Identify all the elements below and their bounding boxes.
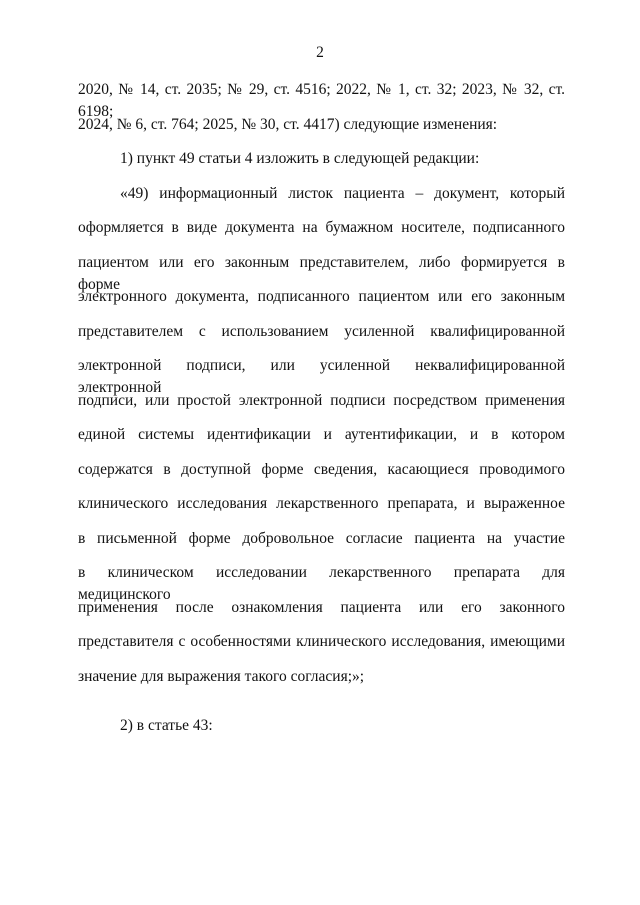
- text-line: представителем с использованием усиленной квалифицированной: [78, 322, 565, 340]
- text-line: содержатся в доступной форме сведения, касающиеся проводимого: [78, 460, 565, 478]
- text-line: 2020, № 14, ст. 2035; № 29, ст. 4516; 2022, № 1, ст. 32; 2023, № 32, ст. 6198;: [78, 81, 565, 120]
- text-line: оформляется в виде документа на бумажном носителе, подписанного: [78, 219, 565, 236]
- text-line: электронного документа, подписанного пациентом или его законным: [78, 288, 565, 305]
- text-line: 2) в статье 43:: [120, 717, 213, 734]
- text-line: подписи, или простой электронной подписи посредством применения: [78, 391, 565, 409]
- text-line: значение для выражения такого согласия;»;: [78, 667, 365, 685]
- page-number: 2: [316, 44, 324, 61]
- text-line: электронной подписи, или усиленной неквалифицированной электронной: [78, 357, 565, 396]
- text-line: применения после ознакомления пациента или его законного: [78, 598, 565, 616]
- text-line: единой системы идентификации и аутентификации, и в котором: [78, 426, 565, 443]
- document-body-tail: [78, 715, 565, 750]
- text-line: 2024, № 6, ст. 764; 2025, № 30, ст. 4417) следующие изменения:: [78, 115, 498, 133]
- text-line: в клиническом исследовании лекарственного препарата для медицинского: [78, 564, 565, 603]
- text-line: 1) пункт 49 статьи 4 изложить в следующей редакции:: [120, 150, 480, 167]
- text-line: «49) информационный листок пациента – документ, который: [120, 184, 565, 202]
- text-line: пациентом или его законным представителем, либо формируется в форме: [78, 253, 565, 293]
- text-line: представителя с особенностями клинического исследования, имеющими: [78, 633, 565, 650]
- text-line: клинического исследования лекарственного препарата, и выраженное: [78, 495, 565, 512]
- text-line: в письменной форме добровольное согласие пациента на участие: [78, 529, 565, 547]
- document-body: [78, 79, 565, 700]
